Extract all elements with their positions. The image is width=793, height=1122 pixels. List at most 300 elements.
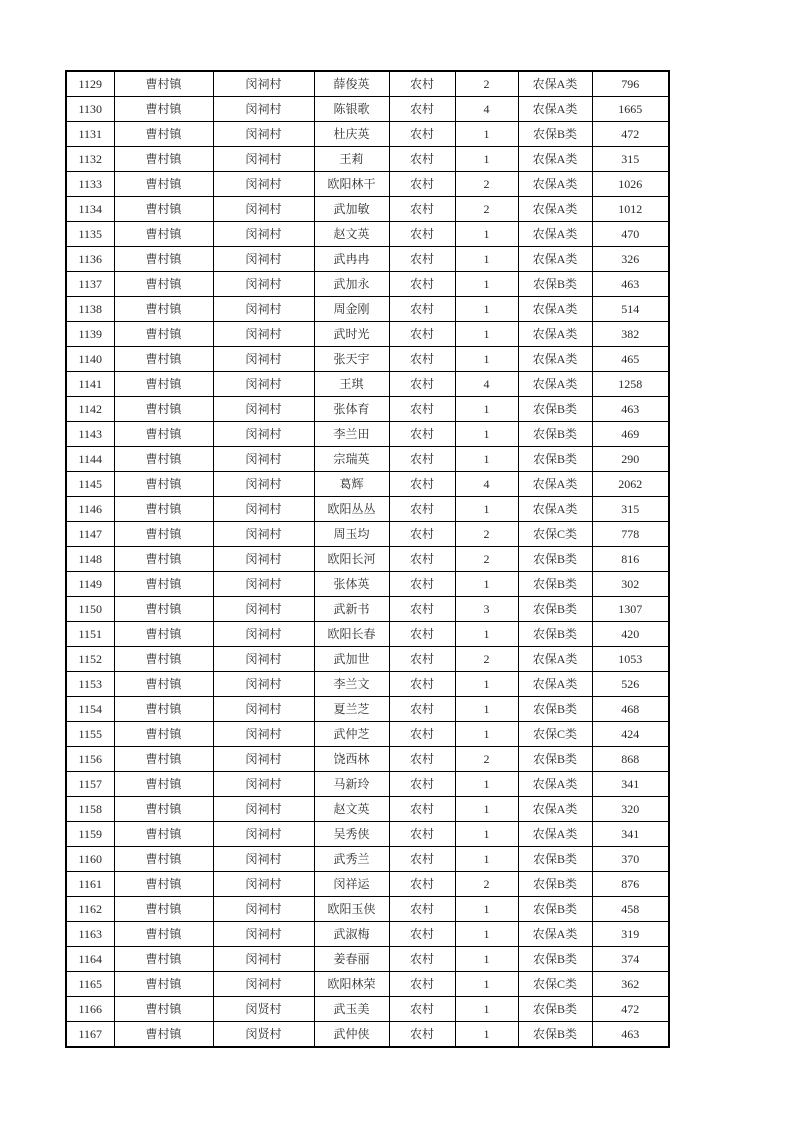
cell-person-name: 李兰田: [314, 422, 389, 447]
cell-insurance-category: 农保C类: [518, 722, 592, 747]
cell-town: 曹村镇: [114, 122, 213, 147]
cell-residence-type: 农村: [389, 1022, 455, 1048]
cell-town: 曹村镇: [114, 422, 213, 447]
cell-serial-number: 1141: [66, 372, 114, 397]
cell-person-name: 武秀兰: [314, 847, 389, 872]
cell-insurance-category: 农保C类: [518, 522, 592, 547]
table-row: [66, 847, 669, 872]
cell-count: 1: [455, 772, 518, 797]
cell-count: 1: [455, 422, 518, 447]
cell-village: 闵祠村: [213, 247, 314, 272]
cell-village: 闵祠村: [213, 597, 314, 622]
cell-person-name: 张体英: [314, 572, 389, 597]
cell-count: 2: [455, 647, 518, 672]
cell-residence-type: 农村: [389, 597, 455, 622]
cell-town: 曹村镇: [114, 772, 213, 797]
cell-village: 闵祠村: [213, 297, 314, 322]
cell-serial-number: 1155: [66, 722, 114, 747]
cell-count: 2: [455, 872, 518, 897]
cell-village: 闵祠村: [213, 147, 314, 172]
cell-person-name: 赵文英: [314, 797, 389, 822]
cell-insurance-category: 农保A类: [518, 497, 592, 522]
table-row: [66, 1022, 669, 1048]
cell-residence-type: 农村: [389, 622, 455, 647]
cell-serial-number: 1157: [66, 772, 114, 797]
cell-amount: 382: [592, 322, 669, 347]
cell-village: 闵祠村: [213, 422, 314, 447]
cell-amount: 341: [592, 822, 669, 847]
cell-count: 2: [455, 197, 518, 222]
cell-town: 曹村镇: [114, 247, 213, 272]
cell-count: 2: [455, 522, 518, 547]
table-row: [66, 922, 669, 947]
cell-village: 闵祠村: [213, 322, 314, 347]
cell-insurance-category: 农保B类: [518, 122, 592, 147]
cell-amount: 472: [592, 122, 669, 147]
cell-amount: 326: [592, 247, 669, 272]
cell-residence-type: 农村: [389, 972, 455, 997]
cell-amount: 424: [592, 722, 669, 747]
cell-count: 3: [455, 597, 518, 622]
cell-village: 闵祠村: [213, 897, 314, 922]
table-row: [66, 797, 669, 822]
cell-village: 闵祠村: [213, 722, 314, 747]
cell-amount: 1258: [592, 372, 669, 397]
cell-village: 闵祠村: [213, 97, 314, 122]
table-row: [66, 572, 669, 597]
cell-residence-type: 农村: [389, 372, 455, 397]
cell-person-name: 饶西林: [314, 747, 389, 772]
cell-village: 闵祠村: [213, 797, 314, 822]
cell-count: 1: [455, 397, 518, 422]
cell-person-name: 陈银歌: [314, 97, 389, 122]
cell-residence-type: 农村: [389, 422, 455, 447]
cell-serial-number: 1139: [66, 322, 114, 347]
cell-count: 1: [455, 447, 518, 472]
cell-town: 曹村镇: [114, 872, 213, 897]
cell-village: 闵祠村: [213, 922, 314, 947]
cell-person-name: 王琪: [314, 372, 389, 397]
cell-residence-type: 农村: [389, 847, 455, 872]
cell-count: 2: [455, 747, 518, 772]
table-row: [66, 97, 669, 122]
table-row: [66, 747, 669, 772]
cell-amount: 816: [592, 547, 669, 572]
cell-person-name: 武玉美: [314, 997, 389, 1022]
cell-count: 2: [455, 547, 518, 572]
cell-serial-number: 1160: [66, 847, 114, 872]
cell-amount: 302: [592, 572, 669, 597]
cell-town: 曹村镇: [114, 272, 213, 297]
cell-insurance-category: 农保B类: [518, 272, 592, 297]
cell-village: 闵祠村: [213, 572, 314, 597]
cell-insurance-category: 农保B类: [518, 1022, 592, 1048]
cell-residence-type: 农村: [389, 822, 455, 847]
cell-insurance-category: 农保A类: [518, 97, 592, 122]
table-row: [66, 222, 669, 247]
cell-village: 闵祠村: [213, 822, 314, 847]
cell-serial-number: 1158: [66, 797, 114, 822]
cell-residence-type: 农村: [389, 647, 455, 672]
cell-residence-type: 农村: [389, 547, 455, 572]
cell-insurance-category: 农保B类: [518, 422, 592, 447]
cell-town: 曹村镇: [114, 222, 213, 247]
cell-village: 闵祠村: [213, 747, 314, 772]
cell-count: 1: [455, 697, 518, 722]
cell-person-name: 武加世: [314, 647, 389, 672]
cell-amount: 876: [592, 872, 669, 897]
cell-village: 闵祠村: [213, 947, 314, 972]
cell-count: 1: [455, 972, 518, 997]
table-row: [66, 497, 669, 522]
cell-count: 1: [455, 147, 518, 172]
cell-count: 1: [455, 272, 518, 297]
cell-town: 曹村镇: [114, 822, 213, 847]
table-body: [66, 71, 669, 1047]
cell-person-name: 武加永: [314, 272, 389, 297]
cell-serial-number: 1166: [66, 997, 114, 1022]
cell-amount: 463: [592, 1022, 669, 1048]
cell-count: 1: [455, 347, 518, 372]
table-row: [66, 997, 669, 1022]
cell-serial-number: 1150: [66, 597, 114, 622]
cell-serial-number: 1137: [66, 272, 114, 297]
cell-serial-number: 1156: [66, 747, 114, 772]
cell-town: 曹村镇: [114, 997, 213, 1022]
cell-person-name: 王莉: [314, 147, 389, 172]
cell-count: 1: [455, 672, 518, 697]
cell-person-name: 武加敏: [314, 197, 389, 222]
cell-town: 曹村镇: [114, 172, 213, 197]
cell-insurance-category: 农保B类: [518, 897, 592, 922]
cell-person-name: 欧阳林荣: [314, 972, 389, 997]
table-row: [66, 672, 669, 697]
cell-amount: 315: [592, 497, 669, 522]
cell-count: 1: [455, 922, 518, 947]
cell-residence-type: 农村: [389, 347, 455, 372]
cell-amount: 526: [592, 672, 669, 697]
cell-town: 曹村镇: [114, 572, 213, 597]
cell-insurance-category: 农保A类: [518, 247, 592, 272]
cell-insurance-category: 农保B类: [518, 747, 592, 772]
cell-insurance-category: 农保A类: [518, 322, 592, 347]
cell-village: 闵祠村: [213, 647, 314, 672]
table-row: [66, 947, 669, 972]
cell-person-name: 欧阳林干: [314, 172, 389, 197]
cell-serial-number: 1132: [66, 147, 114, 172]
cell-amount: 290: [592, 447, 669, 472]
cell-town: 曹村镇: [114, 947, 213, 972]
cell-town: 曹村镇: [114, 797, 213, 822]
cell-insurance-category: 农保B类: [518, 622, 592, 647]
cell-person-name: 周玉均: [314, 522, 389, 547]
cell-town: 曹村镇: [114, 297, 213, 322]
cell-serial-number: 1159: [66, 822, 114, 847]
cell-village: 闵祠村: [213, 672, 314, 697]
cell-serial-number: 1142: [66, 397, 114, 422]
table-row: [66, 622, 669, 647]
cell-count: 1: [455, 797, 518, 822]
cell-village: 闵祠村: [213, 447, 314, 472]
cell-insurance-category: 农保B类: [518, 997, 592, 1022]
cell-town: 曹村镇: [114, 197, 213, 222]
table-row: [66, 347, 669, 372]
cell-residence-type: 农村: [389, 922, 455, 947]
cell-count: 1: [455, 122, 518, 147]
cell-village: 闵祠村: [213, 497, 314, 522]
cell-residence-type: 农村: [389, 697, 455, 722]
cell-person-name: 张体育: [314, 397, 389, 422]
cell-serial-number: 1161: [66, 872, 114, 897]
cell-village: 闵祠村: [213, 547, 314, 572]
cell-amount: 470: [592, 222, 669, 247]
cell-village: 闵祠村: [213, 372, 314, 397]
cell-village: 闵祠村: [213, 122, 314, 147]
cell-person-name: 李兰文: [314, 672, 389, 697]
table-row: [66, 597, 669, 622]
cell-amount: 315: [592, 147, 669, 172]
cell-insurance-category: 农保B类: [518, 947, 592, 972]
cell-residence-type: 农村: [389, 322, 455, 347]
cell-amount: 868: [592, 747, 669, 772]
cell-residence-type: 农村: [389, 272, 455, 297]
cell-town: 曹村镇: [114, 972, 213, 997]
cell-village: 闵贤村: [213, 997, 314, 1022]
cell-count: 1: [455, 822, 518, 847]
table-row: [66, 247, 669, 272]
cell-serial-number: 1148: [66, 547, 114, 572]
cell-town: 曹村镇: [114, 897, 213, 922]
cell-person-name: 马新玲: [314, 772, 389, 797]
cell-serial-number: 1162: [66, 897, 114, 922]
cell-town: 曹村镇: [114, 397, 213, 422]
table-row: [66, 647, 669, 672]
cell-town: 曹村镇: [114, 447, 213, 472]
cell-residence-type: 农村: [389, 897, 455, 922]
table-row: [66, 472, 669, 497]
cell-insurance-category: 农保A类: [518, 797, 592, 822]
cell-town: 曹村镇: [114, 322, 213, 347]
cell-count: 2: [455, 172, 518, 197]
cell-residence-type: 农村: [389, 722, 455, 747]
cell-amount: 778: [592, 522, 669, 547]
table-row: [66, 172, 669, 197]
cell-serial-number: 1147: [66, 522, 114, 547]
table-row: [66, 447, 669, 472]
cell-count: 1: [455, 322, 518, 347]
cell-person-name: 武新书: [314, 597, 389, 622]
cell-residence-type: 农村: [389, 397, 455, 422]
cell-town: 曹村镇: [114, 597, 213, 622]
cell-residence-type: 农村: [389, 197, 455, 222]
cell-insurance-category: 农保A类: [518, 197, 592, 222]
cell-count: 1: [455, 497, 518, 522]
cell-insurance-category: 农保B类: [518, 547, 592, 572]
cell-residence-type: 农村: [389, 797, 455, 822]
cell-town: 曹村镇: [114, 547, 213, 572]
cell-person-name: 欧阳长河: [314, 547, 389, 572]
cell-insurance-category: 农保A类: [518, 672, 592, 697]
cell-town: 曹村镇: [114, 672, 213, 697]
table-row: [66, 147, 669, 172]
cell-insurance-category: 农保B类: [518, 847, 592, 872]
cell-count: 1: [455, 572, 518, 597]
table-row: [66, 972, 669, 997]
cell-serial-number: 1134: [66, 197, 114, 222]
cell-insurance-category: 农保A类: [518, 147, 592, 172]
cell-insurance-category: 农保B类: [518, 447, 592, 472]
cell-residence-type: 农村: [389, 472, 455, 497]
cell-serial-number: 1146: [66, 497, 114, 522]
cell-count: 1: [455, 847, 518, 872]
cell-insurance-category: 农保A类: [518, 472, 592, 497]
cell-count: 1: [455, 622, 518, 647]
cell-person-name: 葛辉: [314, 472, 389, 497]
cell-insurance-category: 农保A类: [518, 372, 592, 397]
cell-insurance-category: 农保A类: [518, 922, 592, 947]
cell-residence-type: 农村: [389, 297, 455, 322]
table-row: [66, 372, 669, 397]
cell-count: 1: [455, 997, 518, 1022]
cell-serial-number: 1130: [66, 97, 114, 122]
table-row: [66, 772, 669, 797]
cell-residence-type: 农村: [389, 97, 455, 122]
cell-serial-number: 1133: [66, 172, 114, 197]
cell-count: 1: [455, 222, 518, 247]
cell-village: 闵贤村: [213, 1022, 314, 1048]
table-row: [66, 697, 669, 722]
table-row: [66, 197, 669, 222]
cell-amount: 514: [592, 297, 669, 322]
table-row: [66, 422, 669, 447]
cell-serial-number: 1140: [66, 347, 114, 372]
cell-residence-type: 农村: [389, 147, 455, 172]
cell-village: 闵祠村: [213, 172, 314, 197]
cell-town: 曹村镇: [114, 622, 213, 647]
cell-insurance-category: 农保A类: [518, 297, 592, 322]
cell-serial-number: 1153: [66, 672, 114, 697]
cell-insurance-category: 农保A类: [518, 772, 592, 797]
table-row: [66, 71, 669, 97]
cell-person-name: 宗瑞英: [314, 447, 389, 472]
cell-residence-type: 农村: [389, 672, 455, 697]
cell-town: 曹村镇: [114, 647, 213, 672]
cell-person-name: 夏兰芝: [314, 697, 389, 722]
cell-amount: 469: [592, 422, 669, 447]
cell-person-name: 周金刚: [314, 297, 389, 322]
cell-residence-type: 农村: [389, 572, 455, 597]
cell-village: 闵祠村: [213, 697, 314, 722]
cell-insurance-category: 农保A类: [518, 647, 592, 672]
cell-town: 曹村镇: [114, 472, 213, 497]
table-row: [66, 822, 669, 847]
cell-serial-number: 1144: [66, 447, 114, 472]
cell-person-name: 姜春丽: [314, 947, 389, 972]
cell-town: 曹村镇: [114, 722, 213, 747]
table-row: [66, 522, 669, 547]
cell-residence-type: 农村: [389, 71, 455, 97]
cell-person-name: 武冉冉: [314, 247, 389, 272]
cell-village: 闵祠村: [213, 222, 314, 247]
cell-person-name: 闵祥运: [314, 872, 389, 897]
cell-person-name: 武时光: [314, 322, 389, 347]
cell-count: 1: [455, 947, 518, 972]
cell-amount: 341: [592, 772, 669, 797]
cell-serial-number: 1151: [66, 622, 114, 647]
cell-person-name: 欧阳长春: [314, 622, 389, 647]
cell-residence-type: 农村: [389, 222, 455, 247]
cell-person-name: 武仲侠: [314, 1022, 389, 1048]
cell-village: 闵祠村: [213, 472, 314, 497]
cell-serial-number: 1136: [66, 247, 114, 272]
cell-insurance-category: 农保A类: [518, 822, 592, 847]
cell-amount: 374: [592, 947, 669, 972]
cell-town: 曹村镇: [114, 522, 213, 547]
cell-residence-type: 农村: [389, 172, 455, 197]
cell-village: 闵祠村: [213, 522, 314, 547]
cell-village: 闵祠村: [213, 397, 314, 422]
cell-town: 曹村镇: [114, 847, 213, 872]
cell-person-name: 欧阳玉侠: [314, 897, 389, 922]
cell-count: 1: [455, 247, 518, 272]
cell-amount: 1053: [592, 647, 669, 672]
cell-serial-number: 1135: [66, 222, 114, 247]
cell-amount: 420: [592, 622, 669, 647]
cell-village: 闵祠村: [213, 197, 314, 222]
cell-amount: 463: [592, 397, 669, 422]
cell-count: 1: [455, 297, 518, 322]
cell-residence-type: 农村: [389, 522, 455, 547]
cell-serial-number: 1138: [66, 297, 114, 322]
cell-town: 曹村镇: [114, 747, 213, 772]
cell-village: 闵祠村: [213, 872, 314, 897]
cell-residence-type: 农村: [389, 772, 455, 797]
table-row: [66, 872, 669, 897]
table-row: [66, 897, 669, 922]
cell-village: 闵祠村: [213, 622, 314, 647]
cell-village: 闵祠村: [213, 972, 314, 997]
cell-serial-number: 1154: [66, 697, 114, 722]
cell-serial-number: 1167: [66, 1022, 114, 1048]
cell-residence-type: 农村: [389, 247, 455, 272]
table-row: [66, 322, 669, 347]
cell-serial-number: 1129: [66, 71, 114, 97]
cell-town: 曹村镇: [114, 1022, 213, 1048]
cell-serial-number: 1143: [66, 422, 114, 447]
cell-count: 1: [455, 722, 518, 747]
cell-amount: 796: [592, 71, 669, 97]
cell-count: 2: [455, 71, 518, 97]
cell-serial-number: 1149: [66, 572, 114, 597]
cell-insurance-category: 农保B类: [518, 697, 592, 722]
cell-amount: 458: [592, 897, 669, 922]
cell-amount: 463: [592, 272, 669, 297]
cell-village: 闵祠村: [213, 772, 314, 797]
cell-amount: 465: [592, 347, 669, 372]
cell-residence-type: 农村: [389, 947, 455, 972]
cell-residence-type: 农村: [389, 447, 455, 472]
cell-town: 曹村镇: [114, 922, 213, 947]
cell-amount: 1307: [592, 597, 669, 622]
cell-person-name: 张天宇: [314, 347, 389, 372]
cell-count: 4: [455, 97, 518, 122]
cell-residence-type: 农村: [389, 747, 455, 772]
cell-town: 曹村镇: [114, 97, 213, 122]
cell-village: 闵祠村: [213, 71, 314, 97]
cell-serial-number: 1145: [66, 472, 114, 497]
cell-amount: 1026: [592, 172, 669, 197]
cell-count: 4: [455, 472, 518, 497]
